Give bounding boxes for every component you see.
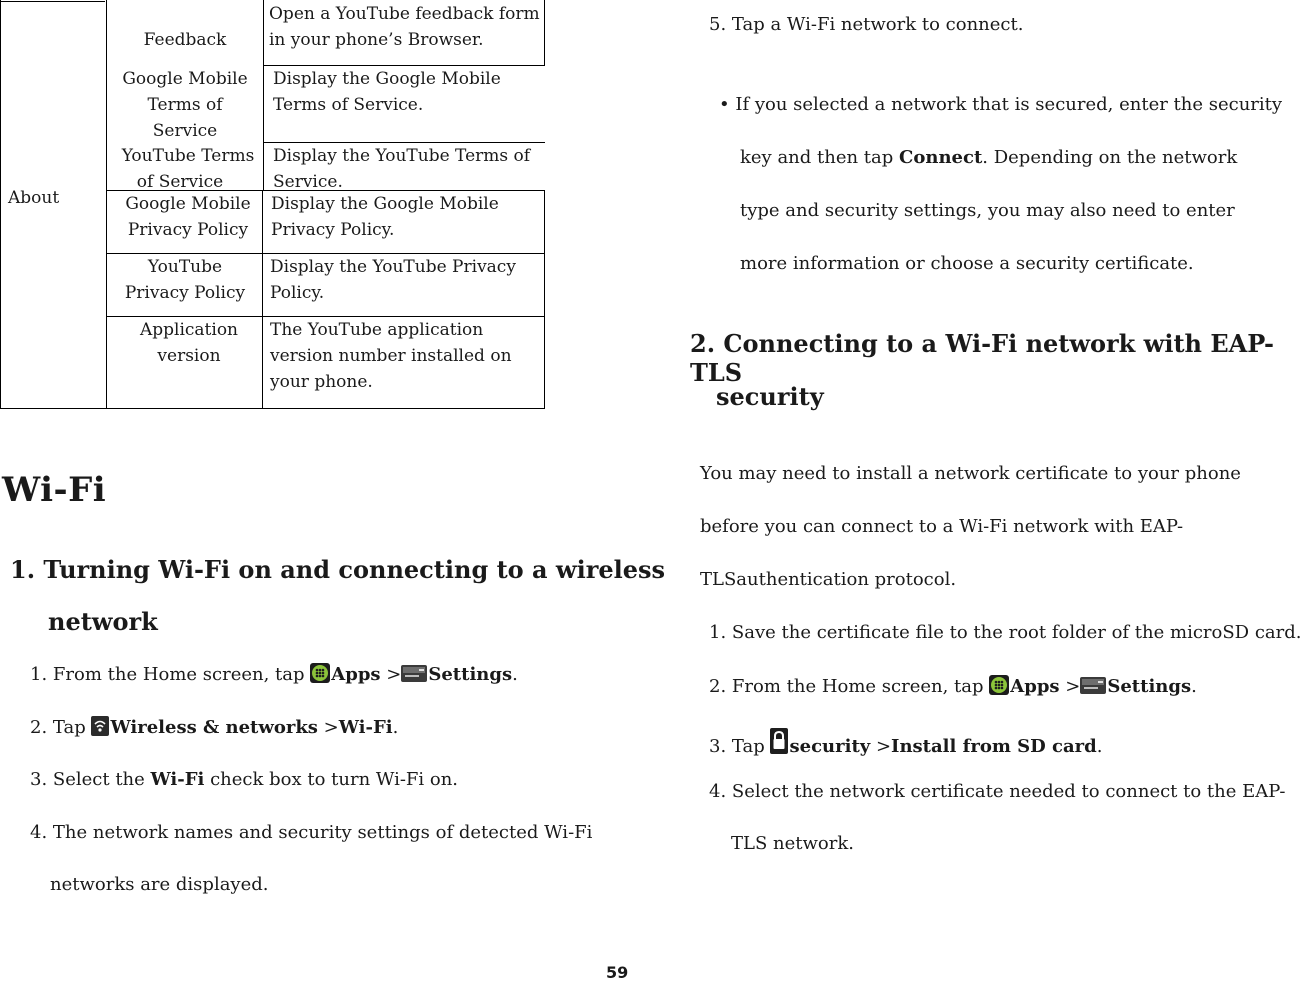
table-row-name: Feedback [143, 30, 227, 50]
step-text: 4. Select the network certificate needed to connect to the EAP- [709, 781, 1286, 802]
section-heading-cont: security [716, 382, 824, 411]
table-row-desc: Display the YouTube Privacy Policy. [270, 257, 516, 303]
apps-icon [989, 675, 1009, 700]
table-border-top [1, 1, 105, 2]
step-text: 2. Tap Wireless & networks >Wi-Fi. [30, 716, 398, 741]
intro-text: TLSauthentication protocol. [700, 569, 957, 590]
step-text: 5. Tap a Wi-Fi network to connect. [709, 14, 1024, 35]
section-heading-cont: network [48, 607, 158, 636]
about-label: About [8, 188, 60, 208]
table-border-right [544, 190, 545, 409]
table-row-desc: Display the YouTube Terms of Service. [273, 146, 531, 190]
lock-icon [770, 728, 788, 759]
section-heading: 2. Connecting to a Wi-Fi network with EAP-TLS [690, 329, 1274, 387]
step-text: 2. From the Home screen, tap Apps > Settings. [709, 675, 1197, 700]
settings-icon [1080, 675, 1106, 700]
step-text: 4. The network names and security settings of detected Wi-Fi [30, 822, 593, 843]
wireless-icon [91, 716, 109, 741]
step-text: 1. Save the certificate file to the root folder of the microSD card. [709, 622, 1302, 643]
table-row-desc: Display the Google Mobile Terms of Service. [273, 69, 501, 115]
table-row-name: Google Mobile Privacy Policy [125, 194, 251, 240]
step-text: TLS network. [731, 833, 854, 854]
table-row-name: Application version [139, 320, 239, 366]
apps-icon [310, 663, 330, 688]
bullet-text: type and security settings, you may also need to enter [740, 200, 1235, 221]
step-text: 1. From the Home screen, tap Apps > Settings. [30, 663, 518, 688]
page-title: Wi-Fi [2, 470, 107, 510]
section-heading: 1. Turning Wi-Fi on and connecting to a wireless [10, 555, 666, 584]
step-text: 3. Select the Wi-Fi check box to turn Wi-Fi on. [30, 769, 459, 790]
table-row-name: Google Mobile Terms of Service [122, 69, 248, 141]
bullet-text: key and then tap Connect. Depending on the network [740, 147, 1238, 168]
bullet-text: more information or choose a security certificate. [740, 253, 1194, 274]
table-row-desc: Display the Google Mobile Privacy Policy. [271, 194, 499, 240]
table-row-desc: Open a YouTube feedback form in your phone’s Browser. [269, 4, 540, 50]
bullet-text: • If you selected a network that is secured, enter the security [719, 94, 1283, 115]
settings-icon [401, 663, 427, 688]
table-row-name: YouTube Privacy Policy [124, 257, 246, 303]
page-number: 59 [606, 963, 629, 982]
table-border-bottom [0, 408, 545, 409]
table-row-desc: The YouTube application version number installed on your phone. [270, 320, 512, 392]
step-text: networks are displayed. [50, 874, 269, 895]
table-row-name: YouTube Terms of Service [121, 146, 255, 190]
intro-text: You may need to install a network certificate to your phone [700, 463, 1241, 484]
step-text: 3. Tap security >Install from SD card. [709, 728, 1102, 759]
intro-text: before you can connect to a Wi-Fi network with EAP- [700, 516, 1184, 537]
table-border-left [0, 0, 1, 409]
